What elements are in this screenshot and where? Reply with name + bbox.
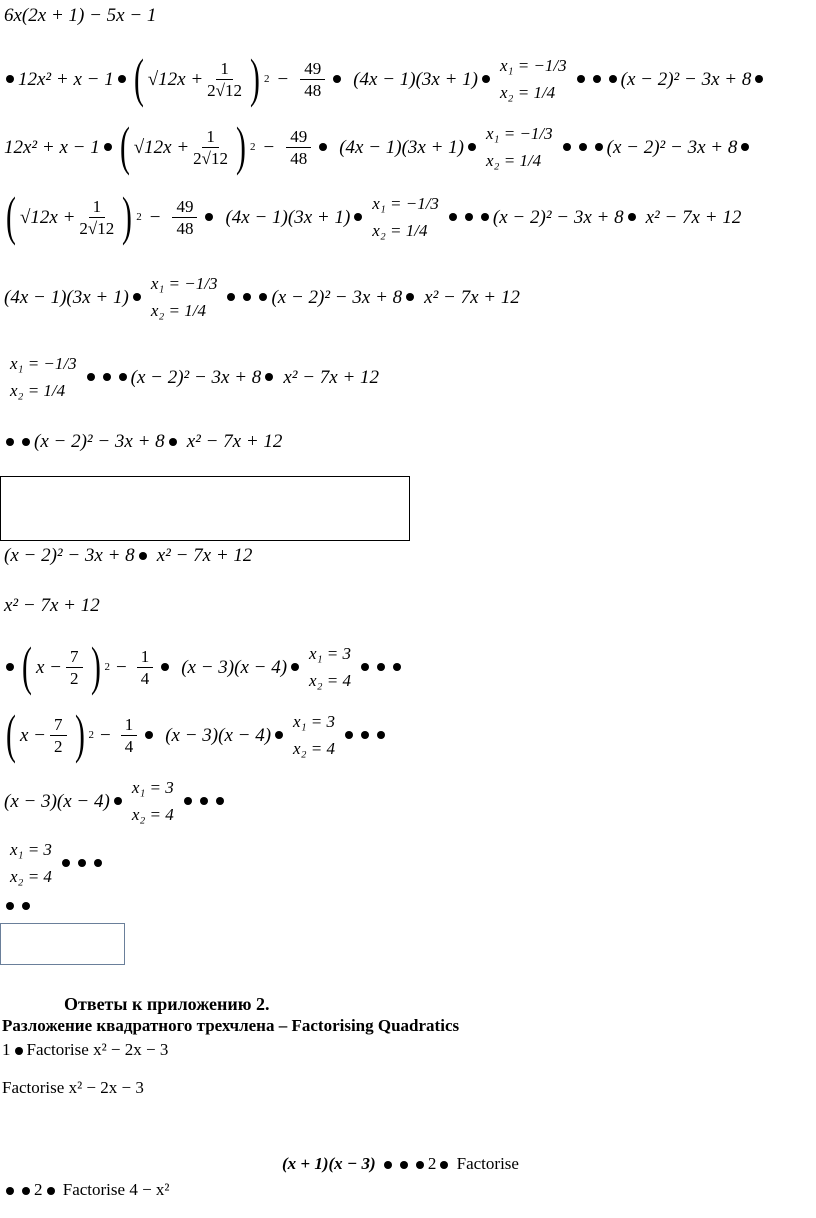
paren-open: ( — [6, 186, 16, 247]
expression-line-9 — [4, 596, 100, 615]
expression-text: (x − 2)² − 3x + 8 — [606, 136, 738, 158]
root-system: x₁ = −1/3 x₂ = 1/4 — [486, 124, 553, 170]
minus-sign: − — [277, 68, 289, 90]
expression-line-4 — [2, 186, 742, 247]
bullet-icon — [104, 143, 112, 151]
item-number: 2 — [34, 1180, 43, 1199]
bullet-icon — [47, 1187, 55, 1195]
appendix-heading: Ответы к приложению 2. — [64, 994, 270, 1014]
bullet-icon — [291, 663, 299, 671]
bullet-icon — [184, 797, 192, 805]
bullet-icon — [579, 143, 587, 151]
fraction: $\frac{1}{2√12}$ — [193, 126, 228, 168]
bullet-icon — [449, 213, 457, 221]
exponent: 2 — [263, 72, 270, 85]
empty-answer-box-small — [0, 923, 125, 965]
paren-close: ) — [250, 48, 260, 109]
expression-text: (x − 2)² − 3x + 8 — [4, 545, 135, 566]
bullet-icon — [384, 1161, 392, 1169]
bullet-icon — [609, 75, 617, 83]
bullet-icon — [118, 75, 126, 83]
bullet-icon — [377, 731, 385, 739]
answer-line — [282, 1154, 519, 1174]
bullet-icon — [6, 663, 14, 671]
expression-text: 6x(2x + 1) − 5x − 1 — [4, 5, 157, 26]
exercise-item-1-repeat: Factorise x² − 2x − 3 — [2, 1078, 144, 1097]
fraction: $\frac{49}{48}$ — [286, 128, 311, 167]
expression-text: x² − 7x + 12 — [186, 431, 283, 452]
minus-sign: − — [99, 724, 111, 746]
expression-text: √12x + — [19, 206, 76, 228]
bullet-icon — [563, 143, 571, 151]
paren-close: ) — [122, 186, 133, 247]
fraction: $\frac{1}{4}$ — [121, 716, 138, 755]
expression-text: √12x + — [147, 68, 204, 90]
bullet-line — [2, 902, 34, 910]
bullet-icon — [755, 75, 763, 83]
minus-sign: − — [149, 206, 161, 228]
bullet-icon — [377, 663, 385, 671]
expression-text: (x − 2)² − 3x + 8 — [492, 206, 624, 228]
item-label: Factorise — [456, 1154, 519, 1173]
bullet-icon — [161, 663, 169, 671]
bullet-icon — [145, 731, 153, 739]
expression-text: x² − 7x + 12 — [4, 595, 100, 616]
bullet-icon — [593, 75, 601, 83]
expression-line-1 — [4, 6, 156, 25]
expression-text: √12x + — [133, 136, 190, 158]
root-system: x₁ = −1/3 x₂ = 1/4 — [10, 354, 77, 400]
bullet-icon — [139, 552, 147, 560]
bullet-icon — [94, 859, 102, 867]
paren-open: ( — [6, 704, 16, 765]
root-system: x₁ = 3 x₂ = 4 — [309, 644, 351, 690]
bullet-icon — [354, 213, 362, 221]
bullet-icon — [319, 143, 327, 151]
fraction: $\frac{7}{2}$ — [50, 716, 67, 755]
expression-text: x² − 7x + 12 — [645, 206, 742, 228]
expression-text: (x − 3)(x − 4) — [181, 656, 288, 678]
bullet-icon — [741, 143, 749, 151]
expression-text: 12x² + x − 1 — [4, 136, 100, 158]
bullet-icon — [595, 143, 603, 151]
root-system: x₁ = −1/3 x₂ = 1/4 — [500, 56, 567, 102]
bullet-icon — [400, 1161, 408, 1169]
exponent: 2 — [104, 660, 110, 673]
expression-text: x − — [35, 656, 62, 678]
expression-line-11 — [2, 704, 389, 765]
bullet-icon — [6, 1187, 14, 1195]
item-number: 1 — [2, 1040, 11, 1059]
expression-text: (x − 3)(x − 4) — [165, 724, 272, 746]
minus-sign: − — [263, 136, 275, 158]
paren-open: ( — [133, 48, 144, 109]
root-system: x₁ = −1/3 x₂ = 1/4 — [150, 274, 218, 320]
bullet-icon — [6, 902, 14, 910]
item-number: 2 — [427, 1154, 437, 1173]
bullet-icon — [114, 797, 122, 805]
expression-line-3 — [4, 116, 753, 177]
exponent: 2 — [88, 728, 94, 741]
expression-line-10 — [2, 636, 405, 697]
expression-text: x² − 7x + 12 — [283, 366, 380, 388]
expression-line-12 — [4, 774, 228, 828]
fraction: $\frac{1}{2√12}$ — [79, 196, 115, 238]
item-label: Factorise x² − 2x − 3 — [26, 1040, 169, 1059]
expression-line-13 — [4, 836, 106, 890]
bullet-icon — [406, 293, 414, 301]
expression-line-7 — [2, 432, 282, 451]
expression-text: (x − 2)² − 3x + 8 — [620, 68, 752, 90]
bullet-icon — [333, 75, 341, 83]
section-heading: Разложение квадратного трехчлена – Factorising Quadratics — [2, 1016, 460, 1035]
paren-close: ) — [236, 116, 246, 177]
bullet-icon — [265, 373, 273, 381]
expression-text: x − — [19, 724, 46, 746]
expression-text: (x − 3)(x − 4) — [4, 790, 110, 812]
bullet-icon — [393, 663, 401, 671]
root-system: x₁ = 3 x₂ = 4 — [131, 778, 174, 824]
expression-text: (4x − 1)(3x + 1) — [353, 68, 479, 90]
bullet-icon — [259, 293, 267, 301]
item-label: Factorise 4 − x² — [62, 1180, 170, 1199]
bullet-icon — [416, 1161, 424, 1169]
expression-text: (x − 2)² − 3x + 8 — [130, 366, 262, 388]
bullet-icon — [243, 293, 251, 301]
expression-text: (x − 2)² − 3x + 8 — [34, 431, 165, 452]
bullet-icon — [345, 731, 353, 739]
bullet-icon — [6, 75, 14, 83]
bullet-icon — [628, 213, 636, 221]
bullet-icon — [468, 143, 476, 151]
bullet-icon — [87, 373, 95, 381]
bullet-icon — [227, 293, 235, 301]
root-system: x₁ = −1/3 x₂ = 1/4 — [372, 194, 439, 240]
bullet-icon — [119, 373, 127, 381]
paren-close: ) — [74, 704, 85, 765]
bullet-icon — [275, 731, 283, 739]
bullet-icon — [133, 293, 141, 301]
bullet-icon — [169, 438, 177, 446]
bullet-icon — [361, 663, 369, 671]
bullet-icon — [200, 797, 208, 805]
expression-line-6 — [4, 350, 379, 404]
bullet-icon — [15, 1047, 23, 1055]
bullet-icon — [440, 1161, 448, 1169]
bullet-icon — [22, 438, 30, 446]
bullet-icon — [62, 859, 70, 867]
minus-sign: − — [115, 656, 127, 678]
paren-open: ( — [119, 116, 130, 177]
bullet-icon — [6, 438, 14, 446]
bullet-icon — [216, 797, 224, 805]
bullet-icon — [22, 902, 30, 910]
expression-line-8 — [4, 546, 252, 565]
expression-text: 12x² + x − 1 — [18, 68, 114, 90]
bullet-icon — [577, 75, 585, 83]
bullet-icon — [482, 75, 490, 83]
exponent: 2 — [249, 140, 256, 153]
root-system: x₁ = 3 x₂ = 4 — [10, 840, 52, 886]
expression-text: (x − 2)² − 3x + 8 — [271, 286, 403, 308]
fraction: $\frac{1}{4}$ — [137, 648, 154, 687]
expression-line-2 — [2, 48, 767, 109]
paren-close: ) — [90, 636, 101, 697]
fraction: $\frac{1}{2√12}$ — [207, 58, 242, 100]
bullet-icon — [103, 373, 111, 381]
root-system: x₁ = 3 x₂ = 4 — [293, 712, 335, 758]
bullet-icon — [481, 213, 489, 221]
fraction: $\frac{49}{48}$ — [300, 60, 325, 99]
bullet-icon — [78, 859, 86, 867]
exercise-item-1 — [2, 1040, 168, 1060]
expression-text: x² − 7x + 12 — [156, 545, 253, 566]
fraction: $\frac{7}{2}$ — [66, 648, 83, 687]
bullet-icon — [22, 1187, 30, 1195]
expression-text: (4x − 1)(3x + 1) — [225, 206, 351, 228]
fraction: $\frac{49}{48}$ — [172, 198, 197, 237]
expression-text: x² − 7x + 12 — [424, 286, 520, 308]
expression-text: (4x − 1)(3x + 1) — [4, 286, 129, 308]
empty-answer-box — [0, 476, 410, 541]
expression-line-5 — [4, 270, 520, 324]
answer-text: (x + 1)(x − 3) — [282, 1154, 376, 1173]
paren-open: ( — [22, 636, 32, 697]
exercise-item-2 — [2, 1180, 170, 1200]
bullet-icon — [205, 213, 213, 221]
bullet-icon — [361, 731, 369, 739]
expression-text: (4x − 1)(3x + 1) — [339, 136, 465, 158]
exponent: 2 — [136, 210, 142, 223]
bullet-icon — [465, 213, 473, 221]
